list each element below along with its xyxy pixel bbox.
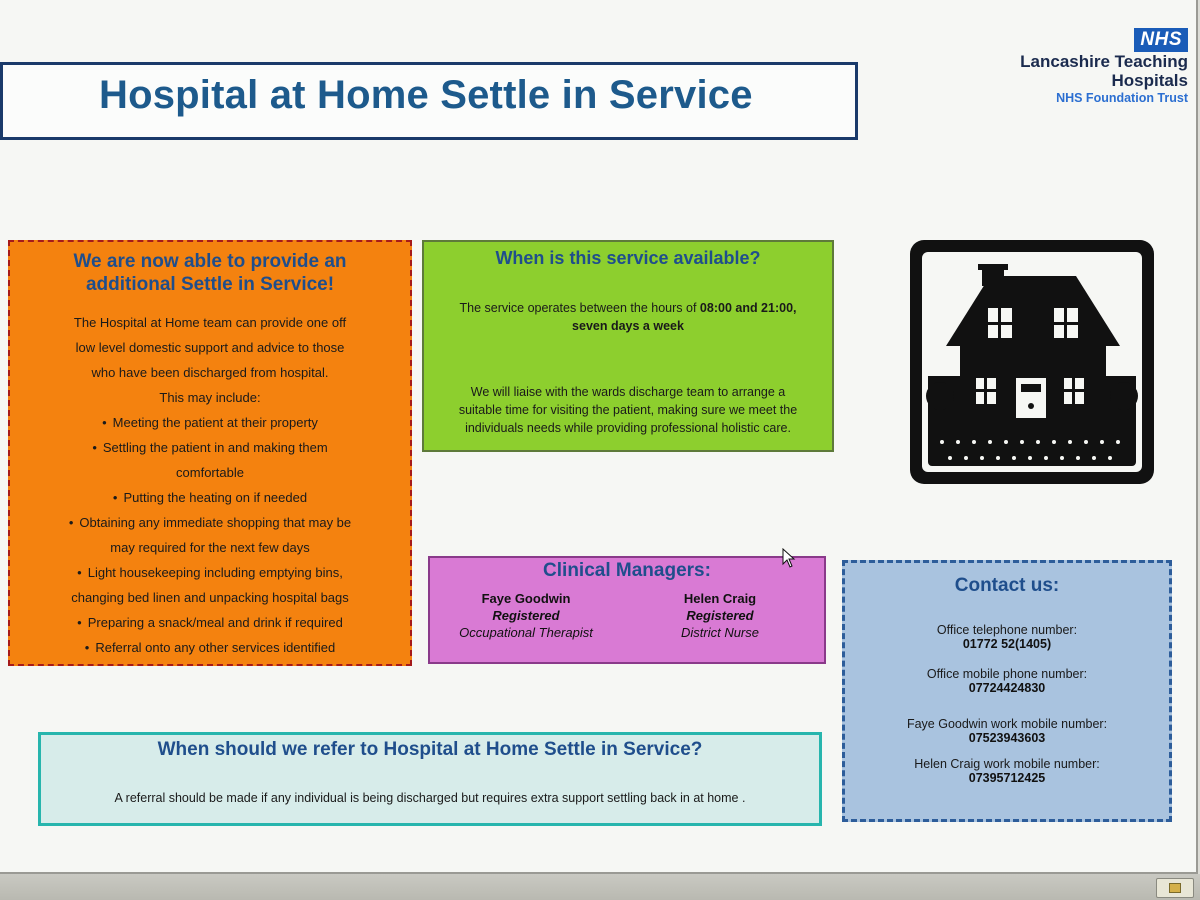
manager-name: Faye Goodwin bbox=[481, 591, 571, 606]
bullet-icon: • bbox=[112, 490, 118, 505]
list-item-text: Obtaining any immediate shopping that may be bbox=[79, 515, 352, 530]
manager-card bbox=[436, 590, 616, 641]
manager-status: Registered bbox=[492, 608, 560, 623]
settle-in-heading bbox=[10, 250, 410, 296]
trust-name-line1: Lancashire Teaching bbox=[1020, 52, 1188, 71]
list-item-text: Putting the heating on if needed bbox=[123, 490, 308, 505]
bullet-icon: • bbox=[77, 565, 82, 580]
list-item bbox=[10, 485, 410, 510]
list-item-text: Meeting the patient at their property bbox=[112, 415, 318, 430]
contact-number: 07724424830 bbox=[968, 681, 1046, 695]
availability-heading: When is this service available? bbox=[495, 248, 761, 268]
list-item-text: Referral onto any other services identified bbox=[95, 640, 336, 655]
managers-heading: Clinical Managers: bbox=[543, 560, 711, 581]
bullet-icon: • bbox=[92, 440, 97, 455]
list-item bbox=[10, 610, 410, 635]
list-item-text: Settling the patient in and making them bbox=[102, 440, 328, 455]
contact-label: Office mobile phone number: bbox=[926, 667, 1088, 681]
intro-line: low level domestic support and advice to those bbox=[75, 340, 345, 355]
page-title: Hospital at Home Settle in Service bbox=[99, 73, 753, 117]
referral-text: A referral should be made if any individual is being discharged but requires extra support settling back in at home . bbox=[114, 791, 746, 805]
list-item bbox=[10, 410, 410, 435]
settle-heading-line2: additional Settle in Service! bbox=[85, 274, 335, 295]
manager-status: Registered bbox=[686, 608, 754, 623]
intro-line: who have been discharged from hospital. bbox=[91, 365, 329, 380]
title-box bbox=[0, 62, 858, 140]
settle-heading-line1: We are now able to provide an bbox=[73, 251, 347, 272]
contact-number: 01772 52(1405) bbox=[962, 637, 1052, 651]
hours-text bbox=[424, 299, 832, 335]
days-value: seven days a week bbox=[572, 319, 684, 333]
bullet-icon: • bbox=[68, 515, 74, 530]
hours-prefix: The service operates between the hours of bbox=[459, 301, 697, 315]
contact-entry bbox=[845, 757, 1169, 785]
list-item bbox=[10, 435, 410, 485]
list-item bbox=[10, 635, 410, 660]
referral-box bbox=[38, 732, 822, 826]
list-item bbox=[10, 510, 410, 560]
hours-value: 08:00 and 21:00, bbox=[699, 301, 797, 315]
list-item bbox=[10, 560, 410, 610]
contact-number: 07523943603 bbox=[968, 731, 1046, 745]
liaise-text bbox=[424, 383, 832, 437]
intro-line: The Hospital at Home team can provide one off bbox=[73, 315, 347, 330]
contact-box bbox=[842, 560, 1172, 822]
liaise-line: individuals needs while providing professional holistic care. bbox=[465, 421, 791, 435]
list-item-text: Light housekeeping including emptying bins, bbox=[87, 565, 343, 580]
nhs-logo bbox=[998, 28, 1188, 106]
list-item-text: comfortable bbox=[176, 465, 244, 480]
availability-box bbox=[422, 240, 834, 452]
foundation-trust-label: NHS Foundation Trust bbox=[1056, 91, 1188, 105]
manager-role: Occupational Therapist bbox=[459, 625, 593, 640]
contact-entry bbox=[845, 667, 1169, 695]
contact-number: 07395712425 bbox=[968, 771, 1046, 785]
settle-in-box bbox=[8, 240, 412, 666]
liaise-line: We will liaise with the wards discharge team to arrange a bbox=[470, 385, 786, 399]
contact-label: Helen Craig work mobile number: bbox=[914, 757, 1100, 771]
liaise-line: suitable time for visiting the patient, making sure we meet the bbox=[458, 403, 798, 417]
referral-heading: When should we refer to Hospital at Home Settle in Service? bbox=[157, 739, 703, 760]
window-bottom-strip bbox=[0, 874, 1200, 900]
bullet-icon: • bbox=[102, 415, 107, 430]
manager-name: Helen Craig bbox=[683, 591, 757, 606]
list-item-text: Preparing a snack/meal and drink if required bbox=[87, 615, 343, 630]
folder-button[interactable] bbox=[1156, 878, 1194, 898]
contact-label: Faye Goodwin work mobile number: bbox=[906, 717, 1108, 731]
contact-heading: Contact us: bbox=[954, 575, 1060, 596]
list-item-text: may required for the next few days bbox=[110, 540, 310, 555]
trust-name-line2: Hospitals bbox=[1111, 71, 1188, 90]
contact-label: Office telephone number: bbox=[936, 623, 1078, 637]
bullet-icon: • bbox=[84, 640, 90, 655]
may-include-label: This may include: bbox=[159, 390, 261, 405]
settle-intro bbox=[32, 310, 388, 410]
contact-entry bbox=[845, 717, 1169, 745]
manager-role: District Nurse bbox=[680, 625, 759, 640]
contact-entry bbox=[845, 623, 1169, 651]
list-item-text: changing bed linen and unpacking hospital bags bbox=[71, 590, 349, 605]
nhs-badge: NHS bbox=[1134, 28, 1188, 52]
bullet-icon: • bbox=[77, 615, 82, 630]
house-icon bbox=[908, 238, 1156, 486]
folder-icon bbox=[1169, 883, 1181, 893]
mouse-pointer-icon bbox=[782, 548, 796, 568]
settle-list bbox=[10, 410, 410, 660]
manager-card bbox=[630, 590, 810, 641]
clinical-managers-box bbox=[428, 556, 826, 664]
